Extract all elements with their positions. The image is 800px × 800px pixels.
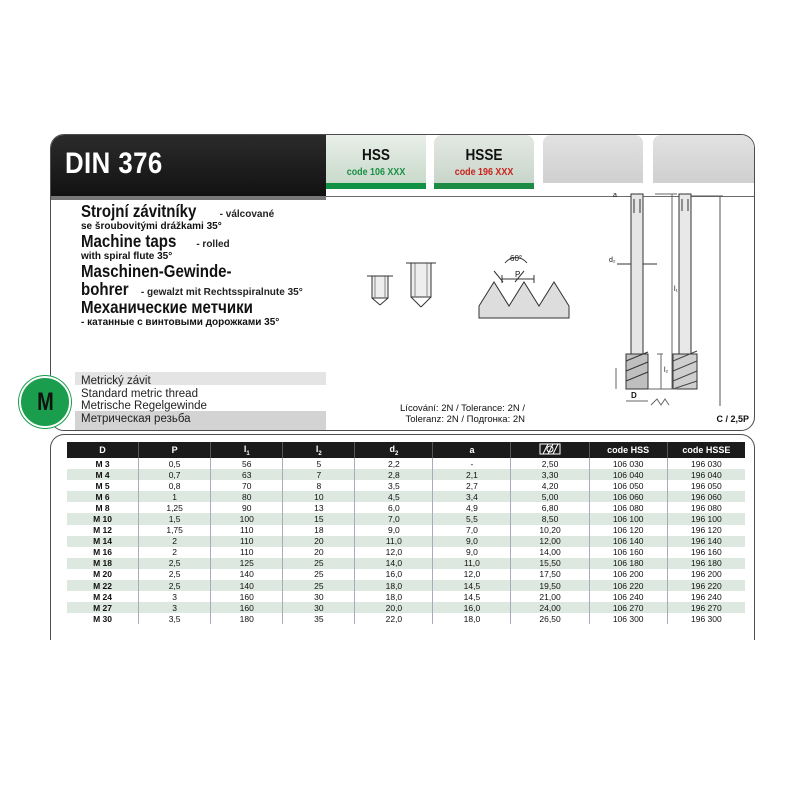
table-cell: 18,0 — [433, 613, 511, 624]
table-cell: 5,00 — [511, 491, 589, 502]
table-cell: 180 — [211, 613, 283, 624]
title-ru: Механические метчики — [81, 297, 253, 317]
table-cell: 196 080 — [667, 502, 745, 513]
table-cell: 196 030 — [667, 458, 745, 469]
table-row — [67, 525, 745, 536]
tab-hss-underline — [326, 183, 426, 189]
table-cell: 196 240 — [667, 591, 745, 602]
table-cell: M 12 — [67, 525, 139, 536]
title-de: Maschinen-Gewinde- — [81, 261, 232, 281]
col-header-l1: $l_1$ — [211, 442, 283, 458]
label-d2: d₂ — [609, 257, 616, 264]
table-cell: 12,00 — [511, 536, 589, 547]
table-cell: 20 — [283, 547, 355, 558]
table-cell: 7,0 — [355, 513, 433, 524]
table-cell: 70 — [211, 480, 283, 491]
table-cell: M 22 — [67, 580, 139, 591]
label-a: a — [613, 192, 617, 199]
table-cell: 9,0 — [433, 547, 511, 558]
table-cell: 196 120 — [667, 525, 745, 536]
table-cell: 12,0 — [433, 569, 511, 580]
table-cell: 110 — [211, 547, 283, 558]
table-cell: 3 — [139, 602, 211, 613]
table-cell: 0,7 — [139, 469, 211, 480]
table-cell: 14,00 — [511, 547, 589, 558]
table-cell: 56 — [211, 458, 283, 469]
table-cell: 80 — [211, 491, 283, 502]
table-cell: 196 060 — [667, 491, 745, 502]
metric-thread-labels — [81, 375, 207, 425]
table-cell: 6,0 — [355, 502, 433, 513]
chamfer-caption: C / 2,5P — [716, 414, 749, 424]
tab-hss-code: code 106 XXX — [346, 166, 406, 178]
table-cell: 1,25 — [139, 502, 211, 513]
table-cell: M 20 — [67, 569, 139, 580]
table-cell: 196 220 — [667, 580, 745, 591]
tab-empty-1 — [543, 135, 643, 183]
title-de-2: bohrer — [81, 279, 129, 299]
product-header-card — [50, 134, 755, 431]
table-cell: 106 160 — [589, 547, 667, 558]
table-cell: 24,00 — [511, 602, 589, 613]
title-cz-suffix: - válcované — [219, 209, 275, 220]
col-header-p: P — [139, 442, 211, 458]
table-row — [67, 536, 745, 547]
table-cell: M 10 — [67, 513, 139, 524]
title-cz: Strojní závitníky — [81, 201, 197, 221]
table-cell: 4,5 — [355, 491, 433, 502]
table-cell: 26,50 — [511, 613, 589, 624]
table-cell: M 5 — [67, 480, 139, 491]
col-header-code-hsse: code HSSE — [667, 442, 745, 458]
table-cell: 106 040 — [589, 469, 667, 480]
table-cell: 196 140 — [667, 536, 745, 547]
table-cell: 18 — [283, 525, 355, 536]
table-cell: 106 300 — [589, 613, 667, 624]
title-en-suffix: - rolled — [196, 239, 230, 250]
table-row — [67, 591, 745, 602]
tolerance-line-1: Lícování: 2N / Tolerance: 2N / — [400, 403, 525, 414]
table-cell: 3,5 — [139, 613, 211, 624]
table-header-row — [67, 442, 745, 458]
pitch-label: P — [515, 270, 521, 279]
table-cell: 3 — [139, 591, 211, 602]
table-cell: 4,9 — [433, 502, 511, 513]
col-header-code-hss: code HSS — [589, 442, 667, 458]
table-cell: 21,00 — [511, 591, 589, 602]
table-cell: M 6 — [67, 491, 139, 502]
metric-label-cz: Metrický závit — [81, 375, 151, 387]
blind-hole-icon — [367, 276, 393, 305]
table-cell: 6,80 — [511, 502, 589, 513]
table-cell: 16,0 — [433, 602, 511, 613]
title-underline — [51, 196, 326, 200]
thread-angle-label: 60° — [510, 254, 523, 263]
table-cell: 1 — [139, 491, 211, 502]
table-row — [67, 547, 745, 558]
table-cell: 106 030 — [589, 458, 667, 469]
table-cell: 90 — [211, 502, 283, 513]
table-cell: 18,0 — [355, 591, 433, 602]
spec-table — [67, 442, 745, 624]
table-row — [67, 558, 745, 569]
product-description — [81, 203, 326, 329]
table-cell: 110 — [211, 536, 283, 547]
table-cell: 1,5 — [139, 513, 211, 524]
metric-label-de: Metrische Regelgewinde — [81, 400, 207, 412]
tap-side-view — [673, 194, 723, 406]
table-cell: 125 — [211, 558, 283, 569]
table-cell: M 18 — [67, 558, 139, 569]
subtitle-ru: - катанные с винтовыми дорожками 35° — [81, 317, 280, 328]
table-cell: 0,8 — [139, 480, 211, 491]
table-cell: M 24 — [67, 591, 139, 602]
table-cell: 25 — [283, 580, 355, 591]
table-cell: 13 — [283, 502, 355, 513]
thread-profile-icon — [479, 258, 569, 318]
metric-label-en: Standard metric thread — [81, 387, 198, 400]
table-cell: 2,7 — [433, 480, 511, 491]
metric-badge — [19, 376, 71, 428]
table-cell: 2,5 — [139, 558, 211, 569]
col-header-l2: $l_2$ — [283, 442, 355, 458]
table-body — [67, 458, 745, 624]
table-row — [67, 513, 745, 524]
table-cell: 5,5 — [433, 513, 511, 524]
table-row — [67, 502, 745, 513]
table-cell: 106 120 — [589, 525, 667, 536]
title-en: Machine taps — [81, 231, 177, 251]
label-D: D — [631, 391, 637, 400]
table-cell: 8 — [283, 480, 355, 491]
title-de-suffix: - gewalzt mit Rechtsspiralnute 35° — [140, 287, 303, 298]
table-cell: 1,75 — [139, 525, 211, 536]
subtitle-en: with spiral flute 35° — [81, 251, 173, 262]
table-cell: 15 — [283, 513, 355, 524]
table-cell: 14,5 — [433, 580, 511, 591]
tab-empty-2 — [653, 135, 754, 183]
table-cell: 2,1 — [433, 469, 511, 480]
table-cell: 11,0 — [355, 536, 433, 547]
table-cell: 160 — [211, 591, 283, 602]
table-row — [67, 458, 745, 469]
tolerance-line-2: Toleranz: 2N / Подгонка: 2N — [405, 414, 525, 425]
table-cell: 19,50 — [511, 580, 589, 591]
table-cell: M 4 — [67, 469, 139, 480]
table-cell: M 30 — [67, 613, 139, 624]
table-cell: 20,0 — [355, 602, 433, 613]
label-l2: l₂ — [664, 367, 669, 374]
table-cell: 35 — [283, 613, 355, 624]
subtitle-cz: se šroubovitými drážkami 35° — [81, 221, 222, 232]
table-cell: 7,0 — [433, 525, 511, 536]
table-cell: 110 — [211, 525, 283, 536]
metric-label-ru: Метрическая резьба — [81, 412, 191, 425]
table-row — [67, 602, 745, 613]
table-cell: M 14 — [67, 536, 139, 547]
label-l1: l₁ — [674, 286, 678, 293]
table-cell: 4,20 — [511, 480, 589, 491]
table-cell: 196 040 — [667, 469, 745, 480]
table-cell: 106 100 — [589, 513, 667, 524]
table-cell: 106 060 — [589, 491, 667, 502]
table-cell: 10,20 — [511, 525, 589, 536]
table-cell: 2,2 — [355, 458, 433, 469]
table-cell: 140 — [211, 580, 283, 591]
table-cell: 14,5 — [433, 591, 511, 602]
table-cell: 196 180 — [667, 558, 745, 569]
table-cell: 106 050 — [589, 480, 667, 491]
tab-hss[interactable] — [326, 135, 426, 183]
table-cell: 106 270 — [589, 602, 667, 613]
tab-hsse-code: code 196 XXX — [454, 166, 514, 178]
table-cell: 22,0 — [355, 613, 433, 624]
tab-hsse-label: HSSE — [465, 147, 503, 164]
table-cell: 2 — [139, 547, 211, 558]
table-cell: 14,0 — [355, 558, 433, 569]
table-cell: 20 — [283, 536, 355, 547]
table-cell: M 3 — [67, 458, 139, 469]
table-cell: 11,0 — [433, 558, 511, 569]
table-row — [67, 491, 745, 502]
title-bar — [51, 135, 326, 196]
table-cell: 106 220 — [589, 580, 667, 591]
table-cell: 160 — [211, 602, 283, 613]
table-cell: 7 — [283, 469, 355, 480]
table-cell: 16,0 — [355, 569, 433, 580]
col-header-d2: $d_2$ — [355, 442, 433, 458]
table-cell: 25 — [283, 569, 355, 580]
table-cell: 106 080 — [589, 502, 667, 513]
table-cell: 63 — [211, 469, 283, 480]
table-cell: 9,0 — [355, 525, 433, 536]
page-title: DIN 376 — [65, 147, 163, 180]
metric-badge-letter: M — [36, 388, 54, 416]
table-cell: 3,4 — [433, 491, 511, 502]
table-row — [67, 580, 745, 591]
table-cell: 106 140 — [589, 536, 667, 547]
table-cell: 2,8 — [355, 469, 433, 480]
table-row — [67, 613, 745, 624]
table-cell: 196 160 — [667, 547, 745, 558]
table-cell: 196 200 — [667, 569, 745, 580]
table-cell: 196 100 — [667, 513, 745, 524]
table-cell: 15,50 — [511, 558, 589, 569]
table-cell: 106 240 — [589, 591, 667, 602]
table-cell: 25 — [283, 558, 355, 569]
table-cell: M 8 — [67, 502, 139, 513]
table-cell: 3,5 — [355, 480, 433, 491]
drill-icon — [539, 443, 561, 455]
table-cell: 5 — [283, 458, 355, 469]
table-cell: 100 — [211, 513, 283, 524]
table-cell: 18,0 — [355, 580, 433, 591]
table-cell: 196 300 — [667, 613, 745, 624]
spec-table-card — [50, 434, 755, 640]
col-header-drill — [511, 442, 589, 458]
table-cell: 10 — [283, 491, 355, 502]
through-hole-icon — [406, 263, 436, 307]
tolerance-text — [375, 403, 525, 425]
table-cell: 106 200 — [589, 569, 667, 580]
table-row — [67, 469, 745, 480]
table-cell: 2,5 — [139, 580, 211, 591]
table-cell: M 27 — [67, 602, 139, 613]
table-cell: M 16 — [67, 547, 139, 558]
table-cell: 30 — [283, 602, 355, 613]
table-cell: 30 — [283, 591, 355, 602]
tab-hss-label: HSS — [362, 147, 390, 164]
table-cell: 2 — [139, 536, 211, 547]
tab-hsse[interactable] — [434, 135, 534, 183]
table-cell: 8,50 — [511, 513, 589, 524]
table-cell: 2,50 — [511, 458, 589, 469]
table-cell: 196 050 — [667, 480, 745, 491]
col-header-a: a — [433, 442, 511, 458]
table-cell: - — [433, 458, 511, 469]
table-row — [67, 569, 745, 580]
table-cell: 196 270 — [667, 602, 745, 613]
tap-drawing — [327, 191, 754, 430]
table-cell: 9,0 — [433, 536, 511, 547]
table-cell: 0,5 — [139, 458, 211, 469]
tab-hsse-underline — [434, 183, 534, 189]
table-cell: 3,30 — [511, 469, 589, 480]
col-header-d: D — [67, 442, 139, 458]
table-row — [67, 480, 745, 491]
table-cell: 12,0 — [355, 547, 433, 558]
table-cell: 2,5 — [139, 569, 211, 580]
table-cell: 106 180 — [589, 558, 667, 569]
table-cell: 17,50 — [511, 569, 589, 580]
table-cell: 140 — [211, 569, 283, 580]
